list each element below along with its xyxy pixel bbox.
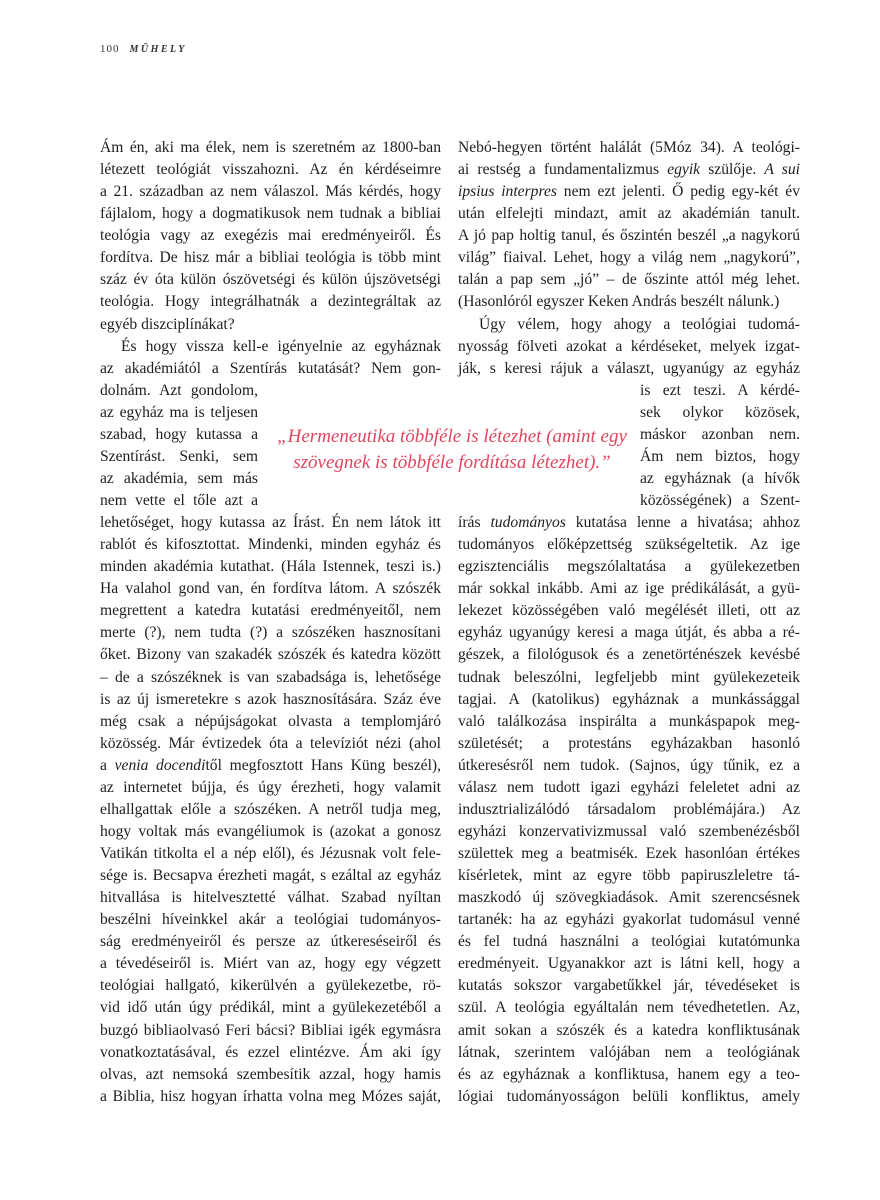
text-line: Ám én, aki ma élek, nem is szeretném az 1800-ban xyxy=(100,139,441,156)
text-line: tartanék: ha az egyházi gyakorlat tudomásul venné xyxy=(458,911,800,929)
text-line: kutatás sokszor vargabetűkkel jár, tévedéseket is xyxy=(458,977,800,995)
text-line: gészek, a filológusok és a zenetörténészek kevésbé xyxy=(458,646,800,664)
text-line: szabad, hogy kutassa a xyxy=(100,425,258,443)
text-line: megrettent a katedra kutatási eredményeitől, nem xyxy=(100,602,441,620)
text-line: talán a pap sem „jó” – de őszinte attól még lehet. xyxy=(458,271,800,289)
text-line: közösség. Már évtizedek óta a televíziót nézi (ahol xyxy=(100,734,441,752)
text-column-left xyxy=(100,137,441,1108)
text-line: tudományos előképzettség szükségeltetik. Az ige xyxy=(458,536,800,554)
text-line: máskor azonban nem. xyxy=(640,425,800,443)
text-line: eredményeit. Ugyanakkor azt is látni kell, hogy a xyxy=(458,955,800,973)
text-line: A jó pap holtig tanul, és őszintén beszél „a nagykorú xyxy=(458,227,800,245)
text-line: őket. Bizony van szakadék szószék és katedra között xyxy=(100,646,441,664)
text-line: elhallgattak előle a szószéken. A netről tudja meg, xyxy=(100,800,441,818)
text-line: az egyház ma is teljesen xyxy=(100,403,258,421)
paragraph xyxy=(100,137,441,336)
text-line: teológia. Hogy integrálhatnák a dezintegráltak az xyxy=(100,293,441,311)
text-line: beszélni híveinkkel akár a teológiai tudományos- xyxy=(100,911,441,929)
text-column-right xyxy=(458,137,800,1108)
text-line: való találkozása inspirálta a munkáspapok meg- xyxy=(458,712,800,730)
text-line: sége is. Becsapva érezheti magát, s ezáltal az egyház xyxy=(100,867,441,885)
text-line: hogy voltak más evangéliumok is (azokat a gonosz xyxy=(100,822,441,840)
text-line: Ha valahol gond van, én fordítva látom. A szószék xyxy=(100,580,441,598)
text-line: tagjai. A (katolikus) egyháznak a munkássággal xyxy=(458,690,800,708)
text-line: Szentírást. Senki, sem xyxy=(100,447,258,465)
italic-text: tudományos xyxy=(490,514,566,532)
section-title: MŰHELY xyxy=(129,44,187,55)
text-line: is az új ismeretekre s azok hasznosítására. Száz éve xyxy=(100,690,441,708)
text-line: – de a szószéknek is van szabadsága is, lehetősége xyxy=(100,668,441,686)
text-line: Úgy vélem, hogy ahogy a teológiai tudomá- xyxy=(479,315,800,333)
text-line: születését; a protestáns egyházakban hasonló xyxy=(458,734,800,752)
italic-text: A sui xyxy=(764,161,800,179)
text-line: kísérletek, mint az egyre több papiruszleletre tá- xyxy=(458,867,800,885)
text-line: világ” fiaival. Lehet, hogy a világ nem „nagykorú”, xyxy=(458,249,800,267)
text-line: ják, s keresi rájuk a választ, ugyanúgy az egyház xyxy=(458,359,800,377)
text-line: maszkodó új szövegkiadások. Amit szerencsésnek xyxy=(458,889,800,907)
text-line: vonatkoztatásával, és ezzel elintézve. Ám aki így xyxy=(100,1043,441,1061)
text-line: Vatikán titkolta el a nép elől), és Jézusnak volt fele- xyxy=(100,845,441,862)
text-line: és fel tudná használni a teológiai kutatómunka xyxy=(458,933,800,951)
text-line: Ám nem biztos, hogy xyxy=(640,447,800,465)
text-line: válasz nem tudott igazi egyházi feleletet adni az xyxy=(458,778,800,796)
text-line: lehetőséget, hogy kutassa az Írást. Én nem látok itt xyxy=(100,514,441,532)
text-line: közösségének) a Szent- xyxy=(640,492,800,509)
italic-text: venia docendi xyxy=(114,756,206,774)
text-line: látnak, szerintem valójában nem a teológiának xyxy=(458,1043,800,1061)
pull-quote-line: „Hermeneutika többféle is létezhet (amint egy xyxy=(277,426,627,447)
text-line: ipsius interpres nem ezt jelenti. Ő pedig egy-két év xyxy=(458,183,800,201)
pull-quote-line: szövegnek is többféle fordítása létezhet).” xyxy=(293,452,611,473)
text-line: És hogy vissza kell-e igényelnie az egyháznak xyxy=(121,337,441,355)
text-line: fordítva. De hisz már a bibliai teológia is több mint xyxy=(100,249,441,267)
text-line: útkeresésről nem tudok. (Sajnos, úgy tűnik, ez a xyxy=(458,756,800,774)
running-head xyxy=(100,43,187,55)
text-line: az akadémiától a Szentírás kutatását? Nem gon- xyxy=(100,359,441,377)
text-line: amit sokan a szószék és a katedra konfliktusának xyxy=(458,1021,800,1039)
text-line: nem vette el tőle azt a xyxy=(100,492,258,509)
text-line: vid idő után úgy prédikál, mint a gyülekezetéből a xyxy=(100,999,441,1017)
text-line: fájlalom, hogy a dogmatikusok nem tudnak a bibliai xyxy=(100,205,441,223)
text-line: után elfelejti mindazt, amit az akadémián tanult. xyxy=(458,205,800,223)
text-line: az akadémia, sem más xyxy=(100,469,258,487)
text-line: is ezt teszi. A kérdé- xyxy=(640,381,800,399)
text-line: egyházi konzervativizmussal való szembenézésből xyxy=(458,822,800,840)
paragraph xyxy=(458,137,800,314)
text-line: merte (?), nem tudta (?) a szószéken hasznosítani xyxy=(100,624,441,642)
page-number: 100 xyxy=(100,43,120,55)
text-line: ai restség a fundamentalizmus egyik szülője. A sui xyxy=(458,161,800,179)
text-line: rablót és kifosztottat. Mindenki, minden egyház és xyxy=(100,536,441,554)
text-line: egyéb diszciplínákat? xyxy=(100,315,235,333)
text-line: teológiai hallgató, kikerülvén a gyülekezetbe, rö- xyxy=(100,977,441,995)
text-line: lógiai tudományosságon belüli konfliktus, amely xyxy=(458,1087,800,1105)
pull-quote xyxy=(262,424,642,476)
text-line: az internetet bújja, és úgy érezheti, hogy valamit xyxy=(100,778,441,796)
text-line: olvas, azt nemsoká szembesítik azzal, hogy hamis xyxy=(100,1065,441,1083)
text-line: a tévedéseiről is. Miért van az, hogy egy végzett xyxy=(100,955,441,973)
italic-text: egyik xyxy=(667,161,701,179)
text-line: ság eredményeiről és persze az útkereséseiről és xyxy=(100,933,441,951)
text-line: nyosság fölveti azokat a kérdéseket, melyek izgat- xyxy=(458,337,800,355)
text-line: Nebó-hegyen történt halálát (5Móz 34). A teológi- xyxy=(458,139,800,156)
text-line: minden akadémia kutathat. (Hála Istennek, teszi is.) xyxy=(100,558,441,576)
text-line: indusztrializálódó társadalom problémájára.) Az xyxy=(458,800,800,818)
text-line: teológia vagy az exegézis mai eredményeiről. És xyxy=(100,227,441,245)
text-line: létezett teológiát visszahozni. Az én kérdéseimre xyxy=(100,161,441,179)
text-line: a 21. században az nem válaszol. Más kérdés, hogy xyxy=(100,183,441,201)
text-line: és az egyháznak a konfliktusa, hanem egy a teo- xyxy=(458,1065,800,1083)
text-line: dolnám. Azt gondolom, xyxy=(100,381,258,399)
text-line: írás tudományos kutatása lenne a hivatása; ahhoz xyxy=(458,514,800,532)
text-line: száz év óta külön ószövetségi és külön újszövetségi xyxy=(100,271,441,289)
text-line: tudnak beleszólni, legfeljebb mint gyülekezeteik xyxy=(458,668,800,686)
text-line: még csak a népújságokat olvasta a templomjáró xyxy=(100,712,441,730)
text-line: az egyháznak (a hívők xyxy=(640,469,800,487)
text-line: buzgó bibliaolvasó Feri bácsi? Bibliai igék egymásra xyxy=(100,1021,441,1039)
text-line: sek olykor közösek, xyxy=(640,403,800,421)
text-line: lekezet közösségében való megélését illeti, ott az xyxy=(458,602,800,620)
italic-text: ipsius interpres xyxy=(458,183,557,201)
text-line: egzisztenciális megszólaltatása a gyülekezetben xyxy=(458,558,800,576)
text-line: a venia docenditől megfosztott Hans Küng beszél), xyxy=(100,756,442,774)
text-line: szül. A teológia egyáltalán nem tévedhetetlen. Az, xyxy=(458,999,800,1017)
text-line: hitvallása is hitelvesztetté válhat. Szabad nyíltan xyxy=(100,889,441,907)
text-line: már sokkal inkább. Ami az ige prédikálását, a gyü- xyxy=(458,580,800,598)
text-line: a Biblia, hisz hogyan írhatta volna meg Mózes saját, xyxy=(100,1087,441,1105)
text-line: (Hasonlóról egyszer Keken András beszélt nálunk.) xyxy=(458,293,780,311)
text-line: egyház ugyanúgy keresi a maga útját, és abba a ré- xyxy=(458,624,800,642)
text-line: születtek meg a beatmisék. Ezek hasonlóan értékes xyxy=(458,845,800,862)
